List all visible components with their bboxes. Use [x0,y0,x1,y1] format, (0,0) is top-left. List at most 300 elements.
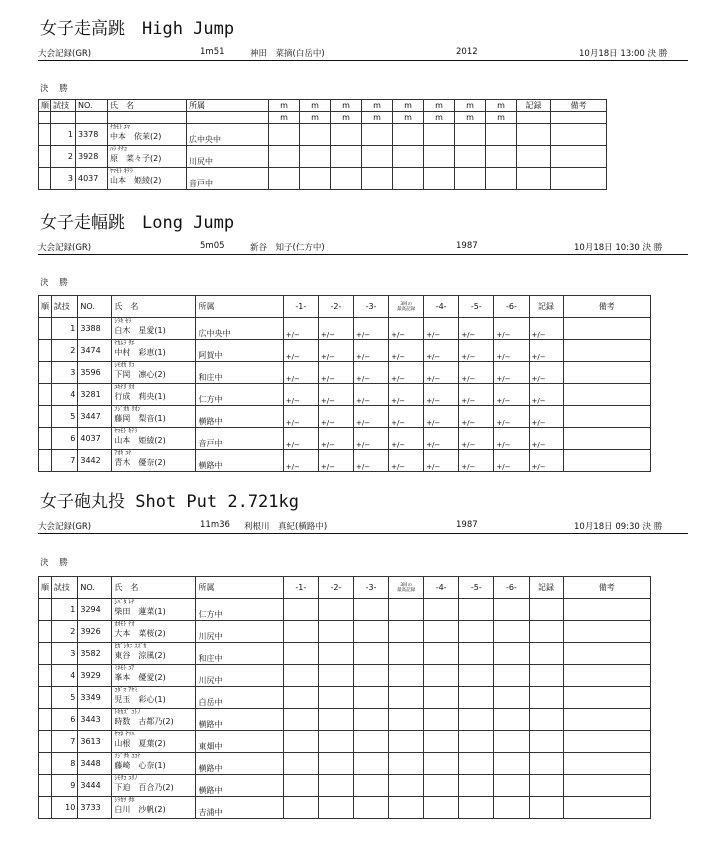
height-attempt-cell [331,168,362,190]
bib-number: 3613 [78,731,112,753]
record-mark: 5m05 [200,241,225,251]
event-schedule: 10月18日 13:00 決 勝 [579,49,668,59]
wind-placeholder: +/− [355,397,371,405]
height-attempt-cell [269,168,300,190]
trial-order: 8 [51,753,78,775]
trial-cell [529,797,563,819]
trial-cell [529,775,563,797]
name-kana: ｵｵﾓﾄ ﾅｵ [114,621,135,628]
col-trial-6: -6- [494,296,529,318]
trial-cell [353,687,388,709]
trial-cell [318,643,353,665]
trial-cell [318,340,353,362]
trial-cell [459,687,494,709]
trial-cell [389,450,424,472]
wind-placeholder: +/− [285,353,300,361]
trial-cell [389,621,424,643]
athlete-rows [39,124,607,190]
trial-cell [424,775,459,797]
trial-order: 2 [51,146,76,168]
remarks-cell [563,687,650,709]
record-label: 大会記録(GR) [38,49,92,59]
trial-cell [494,318,529,340]
bib-number: 3378 [76,124,108,146]
wind-placeholder: +/− [285,463,300,471]
athlete-rows [39,599,651,819]
rank-cell [39,731,52,753]
name-kana: ｺﾀﾞﾏ ｱﾔﾐ [114,687,138,694]
header-row [39,100,607,112]
col-order: 試技 [51,100,76,112]
athlete-row [39,643,651,665]
trial-cell [318,709,353,731]
team-name: 横路中 [196,406,283,428]
height-attempt-cell [362,124,393,146]
bib-number: 3447 [78,406,112,428]
record-holder: 利根川 真紀(横路中) [244,522,328,532]
trial-cell [529,599,563,621]
event-title: 女子走高跳 High Jump [40,19,235,39]
trial-cell [529,362,563,384]
rank-cell [39,687,52,709]
bib-number: 3388 [78,318,112,340]
height-attempt-cell [300,146,331,168]
athlete-name-cell [108,168,187,190]
trial-cell [424,599,459,621]
wind-placeholder: +/− [355,463,371,471]
col-height: m [393,112,424,124]
wind-placeholder: +/− [461,463,476,471]
athlete-name-cell [108,124,187,146]
trial-cell [353,384,388,406]
trial-cell [389,340,424,362]
athlete-row [39,146,607,168]
name-kana: ﾔﾏﾓﾄ ｷﾃﾗ [114,428,138,435]
trial-cell [389,775,424,797]
col-record: 記録 [529,296,563,318]
trial-order: 1 [51,318,78,340]
trial-cell [353,340,388,362]
trial-cell [494,340,529,362]
athlete-rows [39,318,651,472]
wind-placeholder: +/− [355,419,371,427]
trial-cell [459,340,494,362]
col-remarks: 備考 [563,577,650,599]
trial-order: 6 [51,709,78,731]
athlete-name: 山本 姫綾(2) [114,436,166,445]
trial-cell [494,621,529,643]
record-mark: 11m36 [200,520,230,530]
col-height: m [393,100,424,112]
athlete-name-cell [112,340,196,362]
trial-cell [459,643,494,665]
trial-cell [389,731,424,753]
trial-cell [494,384,529,406]
col-height: m [486,112,517,124]
trial-cell [494,775,529,797]
height-attempt-cell [362,168,393,190]
rank-cell [39,643,52,665]
athlete-name: 下迫 百合乃(2) [114,783,174,792]
athlete-row [39,797,651,819]
trial-cell [459,753,494,775]
wind-placeholder: +/− [426,375,441,383]
wind-placeholder: +/− [461,353,476,361]
athlete-row [39,709,651,731]
name-kana: ｱｵｷ ﾕﾅ [114,450,132,457]
athlete-row [39,775,651,797]
wind-placeholder: +/− [426,331,441,339]
trial-cell [318,384,353,406]
trial-cell [283,621,318,643]
height-attempt-cell [486,168,517,190]
athlete-row [39,753,651,775]
name-kana: ﾄｷｶｽﾞ ｺﾄﾉ [114,709,141,716]
bib-number: 3596 [78,362,112,384]
wind-placeholder: +/− [496,353,511,361]
col-height: m [331,112,362,124]
trial-cell [494,643,529,665]
trial-cell [318,687,353,709]
height-attempt-cell [424,146,455,168]
header-row [39,577,651,599]
rank-cell [39,709,52,731]
trial-cell [424,643,459,665]
trial-cell [424,709,459,731]
wind-placeholder: +/− [320,331,335,339]
trial-cell [424,384,459,406]
trial-cell [353,318,388,340]
wind-placeholder: +/− [496,375,511,383]
trial-cell [459,450,494,472]
meet-record-line [38,46,688,61]
col-record: 記録 [529,577,563,599]
height-attempt-cell [486,146,517,168]
trial-cell [424,340,459,362]
trial-cell [318,775,353,797]
wind-placeholder: +/− [496,463,511,471]
record-holder: 新谷 知子(仁方中) [250,243,325,253]
wind-placeholder: +/− [355,331,371,339]
trial-order: 3 [51,362,78,384]
athlete-name-cell [112,318,196,340]
trial-order: 7 [51,450,78,472]
trial-cell [318,318,353,340]
col-best-of-3: 3回の 最高記録 [389,296,424,318]
trial-cell [424,687,459,709]
record-mark: 1m51 [200,47,225,57]
height-attempt-cell [300,124,331,146]
trial-cell [283,599,318,621]
trial-cell [459,428,494,450]
athlete-name-cell [112,384,196,406]
athlete-row [39,340,651,362]
wind-placeholder: +/− [426,353,441,361]
col-record: 記録 [517,100,551,112]
col-height: m [424,100,455,112]
bib-number: 3926 [78,621,112,643]
round-label: 決 勝 [40,278,72,288]
trial-cell [529,340,563,362]
athlete-name-cell [112,731,196,753]
name-kana: ﾕｷﾅﾘ ﾘｵ [114,384,135,391]
round-label: 決 勝 [40,84,72,94]
trial-cell [389,362,424,384]
wind-placeholder: +/− [285,397,300,405]
name-kana: ﾐﾈﾓﾄ ﾕｱ [114,665,135,672]
rank-cell [39,146,51,168]
trial-cell [494,687,529,709]
bib-number: 3442 [78,450,112,472]
record-cell [517,124,551,146]
athlete-name-cell [112,406,196,428]
wind-placeholder: +/− [355,375,371,383]
event-schedule: 10月18日 09:30 決 勝 [574,522,663,532]
wind-placeholder: +/− [461,331,476,339]
bib-number: 3294 [78,599,112,621]
height-attempt-cell [455,168,486,190]
remarks-cell [563,340,650,362]
meet-record-line [38,519,688,534]
bib-number: 3474 [78,340,112,362]
athlete-name: 青木 優奈(2) [114,458,166,467]
trial-cell [494,450,529,472]
rank-cell [39,775,52,797]
trial-cell [424,797,459,819]
trial-cell [389,797,424,819]
trial-cell [353,450,388,472]
remarks-cell [551,124,607,146]
rank-cell [39,665,52,687]
athlete-name: 大本 菜桜(2) [114,629,166,638]
rank-cell [39,753,52,775]
athlete-name: 柴田 蓮菜(1) [114,607,166,616]
trial-order: 5 [51,406,78,428]
wind-placeholder: +/− [355,353,371,361]
trial-cell [389,384,424,406]
rank-cell [39,621,52,643]
team-name: 和庄中 [196,362,283,384]
athlete-row [39,621,651,643]
trial-cell [353,665,388,687]
trial-cell [353,775,388,797]
col-name: 氏 名 [112,296,196,318]
rank-cell [39,318,52,340]
height-attempt-cell [393,168,424,190]
trial-order: 2 [51,340,78,362]
trial-cell [318,599,353,621]
wind-placeholder: +/− [531,353,546,361]
height-attempt-cell [393,124,424,146]
athlete-name-cell [112,428,196,450]
height-attempt-cell [455,146,486,168]
col-remarks: 備考 [551,100,607,112]
rank-cell [39,797,52,819]
trial-cell [283,709,318,731]
name-kana: ﾔﾏﾓﾄ ｷﾃﾗ [110,168,133,175]
trial-cell [389,428,424,450]
name-kana: ﾋｶﾞｼﾀﾆ ｽｽﾞｶ [114,643,147,650]
trial-cell [424,318,459,340]
remarks-cell [563,731,650,753]
athlete-row [39,384,651,406]
bib-number: 3281 [78,384,112,406]
remarks-cell [563,621,650,643]
wind-placeholder: +/− [461,441,476,449]
name-kana: ｼﾊﾞﾀ ﾚﾅ [114,599,135,606]
name-kana: ｼﾗｶﾜ ｻﾎ [114,797,135,804]
trial-order: 1 [51,124,76,146]
athlete-name: 原 菜々子(2) [110,154,162,163]
trial-cell [318,731,353,753]
col-no: NO. [78,577,112,599]
wind-placeholder: +/− [496,331,511,339]
wind-placeholder: +/− [285,441,300,449]
athlete-name-cell [112,753,196,775]
athlete-row [39,318,651,340]
trial-order: 4 [51,665,78,687]
bib-number: 3733 [78,797,112,819]
name-kana: ﾌｼﾞｻｷ ｺｺﾅ [114,753,141,760]
name-kana: ﾔﾏﾈ ﾅﾂﾊ [114,731,135,738]
remarks-cell [563,428,650,450]
height-attempt-cell [424,168,455,190]
col-height: m [269,100,300,112]
trial-order: 9 [51,775,78,797]
name-kana: ﾅｶﾑﾗ ｻｴ [114,340,135,347]
wind-placeholder: +/− [285,331,300,339]
team-name: 横路中 [196,709,283,731]
col-best-of-3: 3回の 最高記録 [389,577,424,599]
results-table [38,99,607,190]
remarks-cell [563,362,650,384]
record-label: 大会記録(GR) [38,522,92,532]
athlete-name: 下岡 凛心(2) [114,370,166,379]
trial-cell [353,362,388,384]
trial-cell [494,731,529,753]
trial-cell [283,340,318,362]
col-height: m [455,100,486,112]
rank-cell [39,599,52,621]
trial-cell [459,665,494,687]
wind-placeholder: +/− [531,419,546,427]
trial-cell [494,797,529,819]
trial-cell [283,665,318,687]
rank-cell [39,450,52,472]
team-name: 川尻中 [187,146,269,168]
trial-cell [529,428,563,450]
trial-cell [389,687,424,709]
trial-cell [318,428,353,450]
trial-cell [318,753,353,775]
rank-cell [39,406,52,428]
trial-cell [494,428,529,450]
col-team: 所属 [187,100,269,112]
name-kana: ｼﾓｵｶ ﾘｺ [114,362,135,369]
team-name: 横路中 [196,450,283,472]
athlete-name: 行成 莉央(1) [114,392,166,401]
wind-placeholder: +/− [496,441,511,449]
trial-cell [529,384,563,406]
athlete-name: 東谷 涼風(2) [114,651,166,660]
wind-placeholder: +/− [426,419,441,427]
record-cell [517,168,551,190]
bib-number: 3929 [78,665,112,687]
wind-placeholder: +/− [496,397,511,405]
trial-cell [389,599,424,621]
team-name: 広中央中 [196,318,283,340]
trial-cell [459,797,494,819]
height-attempt-cell [424,124,455,146]
trial-cell [529,665,563,687]
trial-cell [353,709,388,731]
col-remarks: 備考 [563,296,650,318]
col-team: 所属 [196,296,283,318]
trial-order: 10 [51,797,78,819]
col-name: 氏 名 [112,577,196,599]
wind-placeholder: +/− [391,441,406,449]
team-name: 東畑中 [196,731,283,753]
record-holder: 神田 菜摘(白岳中) [250,49,325,59]
wind-placeholder: +/− [531,331,546,339]
col-no: NO. [76,100,108,112]
remarks-cell [563,775,650,797]
trial-cell [459,384,494,406]
team-name: 白岳中 [196,687,283,709]
col-height: m [424,112,455,124]
remarks-cell [563,599,650,621]
athlete-name: 藤岡 梨音(1) [114,414,166,423]
col-trial-3: -3- [353,577,388,599]
athlete-row [39,599,651,621]
col-trial-4: -4- [424,296,459,318]
trial-cell [529,731,563,753]
trial-cell [283,406,318,428]
wind-placeholder: +/− [531,441,546,449]
athlete-name: 児玉 彩心(1) [114,695,166,704]
remarks-cell [563,643,650,665]
height-attempt-cell [269,124,300,146]
wind-placeholder: +/− [426,463,441,471]
trial-cell [529,753,563,775]
athlete-row [39,428,651,450]
remarks-cell [563,753,650,775]
athlete-name: 藤崎 心奈(1) [114,761,166,770]
athlete-name: 時数 古都乃(2) [114,717,174,726]
wind-placeholder: +/− [391,463,406,471]
name-kana: ﾌｼﾞｵｶ ﾘｵﾝ [114,406,141,413]
col-height: m [300,100,331,112]
trial-order: 2 [51,621,78,643]
header-row-2 [39,112,607,124]
rank-cell [39,168,51,190]
col-height: m [331,100,362,112]
height-attempt-cell [331,146,362,168]
height-attempt-cell [486,124,517,146]
wind-placeholder: +/− [531,375,546,383]
event-title: 女子砲丸投 Shot Put 2.721kg [40,492,299,512]
col-order: 試技 [51,296,78,318]
trial-order: 3 [51,643,78,665]
trial-cell [494,665,529,687]
trial-cell [283,362,318,384]
trial-order: 4 [51,384,78,406]
team-name: 和庄中 [196,643,283,665]
col-height: m [486,100,517,112]
remarks-cell [563,709,650,731]
trial-cell [353,731,388,753]
athlete-name-cell [112,797,196,819]
